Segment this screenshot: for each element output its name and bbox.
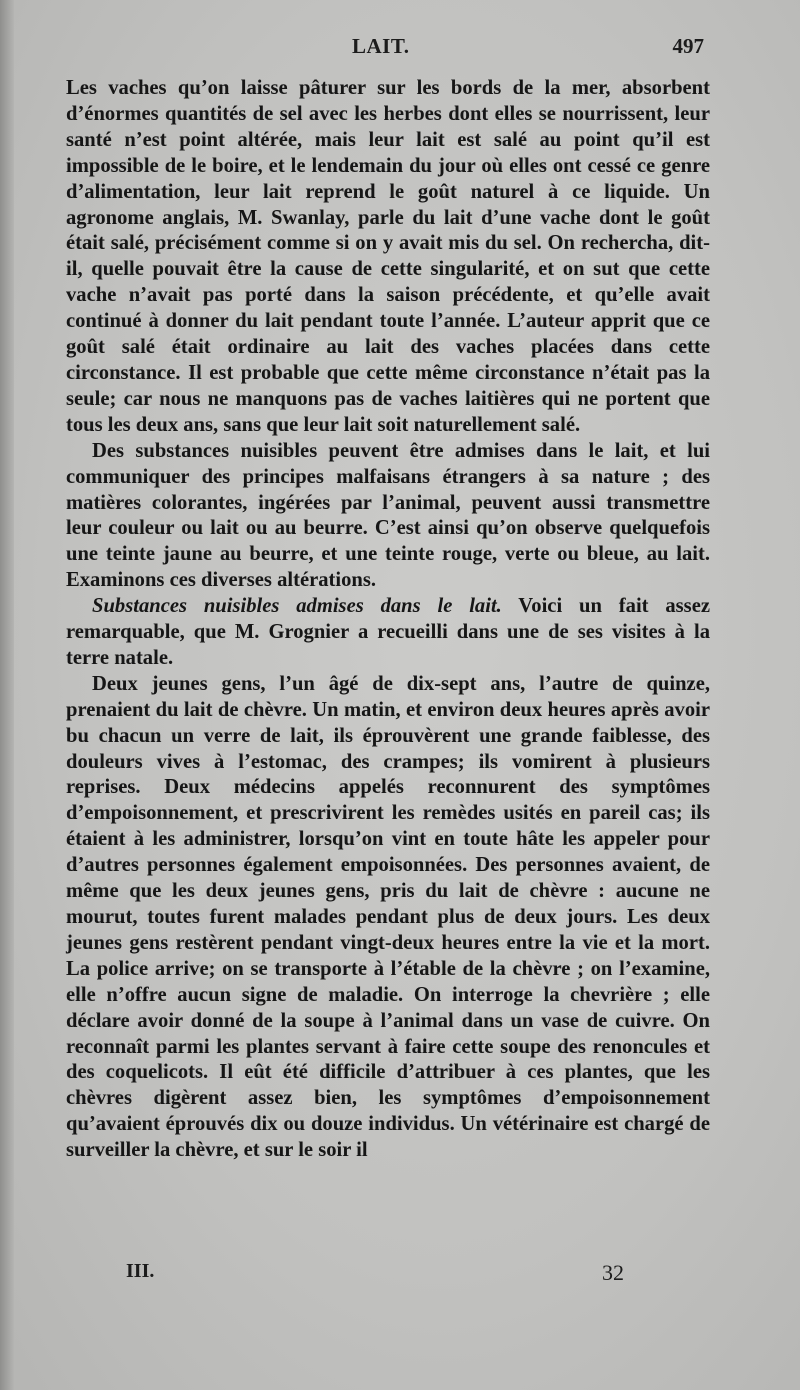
paragraph-2 xyxy=(66,439,710,594)
body-text xyxy=(66,76,710,1164)
paragraph-text: Des substances nuisibles peuvent être admises dans le lait, et lui communiquer des principes malfaisans étrangers à sa nature ; des matières colorantes, ingérées par l’animal, peuvent aussi transmettre leur couleur ou lait ou au beurre. C’est ainsi qu’on observe quelquefois une teinte jaune au beurre, et une teinte rouge, verte ou bleue, au lait. Examinons ces diverses altérations. xyxy=(66,439,710,592)
signature-mark: III. xyxy=(126,1260,155,1282)
paragraph-3 xyxy=(66,594,710,672)
paragraph-4 xyxy=(66,672,710,1164)
paragraph-text: Voici un fait assez remarquable, que M. Grognier a recueilli dans une de ses visites à la terre natale. xyxy=(66,595,710,669)
page-number: 497 xyxy=(672,34,704,58)
sheet-number: 32 xyxy=(602,1260,624,1285)
running-head: LAIT. xyxy=(352,34,410,58)
paragraph-text: Les vaches qu’on laisse pâturer sur les bords de la mer, absorbent d’énormes quantités de sel avec les herbes dont elles se nourrissent, leur santé n’est point altérée, mais leur lait est salé au point qu’il est impossible de le boire, et le lendemain du jour où elles ont cessé ce genre d’alimentation, leur lait reprend le goût naturel à ce liquide. Un agronome anglais, M. Swanlay, parle du lait d’une vache dont le goût était salé, précisément comme si on y avait mis du sel. On rechercha, dit-il, quelle pouvait être la cause de cette singularité, et on sut que cette vache n’avait pas porté dans la saison précédente, et qu’elle avait continué à donner du lait pendant toute l’année. L’auteur apprit que ce goût salé était ordinaire au lait des vaches placées dans cette circonstance. Il est probable que cette même circonstance n’était pas la seule; car nous ne manquons pas de vaches laitières qui ne portent que tous les deux ans, sans que leur lait soit naturellement salé. xyxy=(66,77,710,436)
paragraph-1 xyxy=(66,76,710,439)
page-header xyxy=(66,34,710,64)
paragraph-text: Deux jeunes gens, l’un âgé de dix-sept ans, l’autre de quinze, prenaient du lait de chèvre. Un matin, et environ deux heures après avoir bu chacun un verre de lait, ils éprouvèrent une grande faiblesse, des douleurs vives à l’estomac, des crampes; ils vomirent à plusieurs reprises. Deux médecins appelés reconnurent des symptômes d’empoisonnement, et prescrivirent les remèdes usités en pareil cas; ils étaient à les administrer, lorsqu’on vint en toute hâte les appeler pour d’autres personnes également empoisonnées. Des personnes avaient, de même que les deux jeunes gens, pris du lait de chèvre : aucune ne mourut, toutes furent malades pendant plus de deux jours. Les deux jeunes gens restèrent pendant vingt-deux heures entre la vie et la mort. La police arrive; on se transporte à l’étable de la chèvre ; on l’examine, elle n’offre aucun signe de maladie. On interroge la chevrière ; elle déclare avoir donné de la soupe à l’animal dans un vase de cuivre. On reconnaît parmi les plantes servant à faire cette soupe des renoncules et des coquelicots. Il eût été difficile d’attribuer à ces plantes, que les chèvres digèrent assez bien, les symptômes d’empoisonnement qu’avaient éprouvés dix ou douze individus. Un vétérinaire est chargé de surveiller la chèvre, et sur le soir il xyxy=(66,672,710,1162)
section-lead: Substances nuisibles admises dans le lait. xyxy=(92,595,502,618)
binding-gutter xyxy=(0,0,14,1390)
page-footer xyxy=(66,1260,710,1290)
